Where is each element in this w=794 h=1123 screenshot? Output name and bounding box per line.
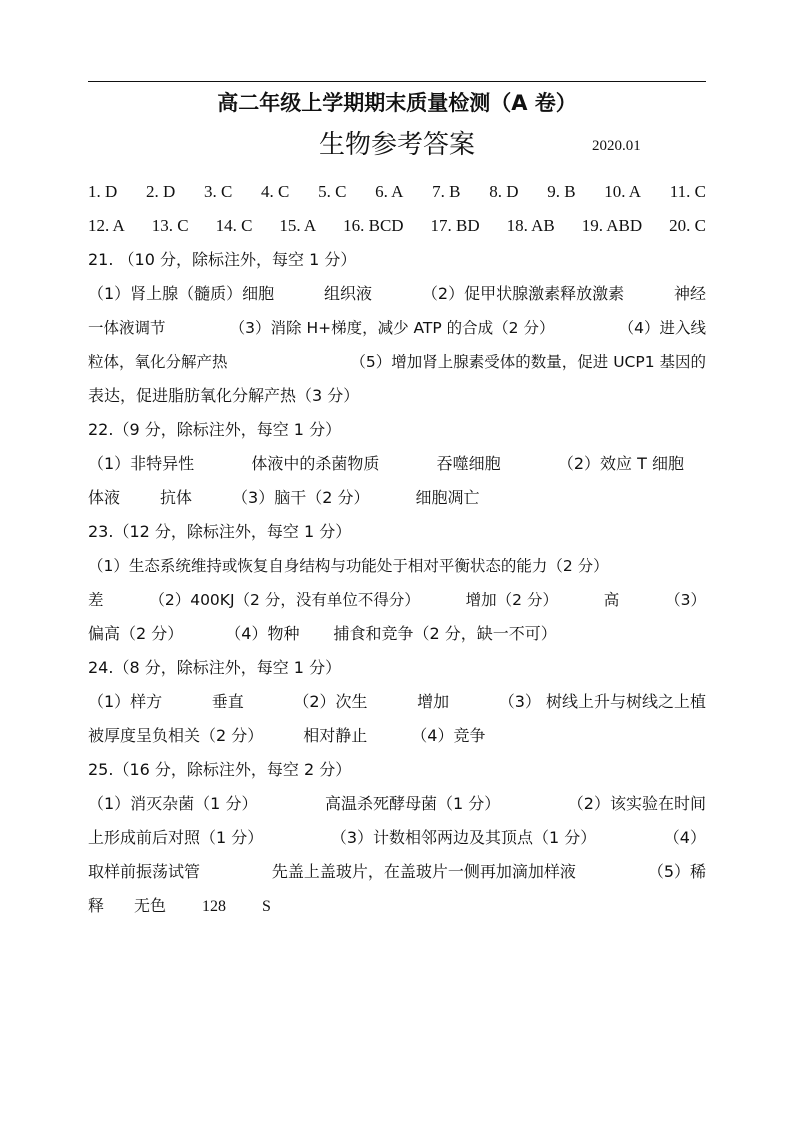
answer-text: 取样前振荡试管	[88, 862, 201, 881]
answer-text: 上形成前后对照（1 分）	[88, 828, 264, 847]
answer-text: 细胞凋亡	[415, 488, 480, 507]
answer-text: （1）非特异性	[88, 454, 195, 473]
q21-line	[88, 345, 706, 379]
answer-text: 128	[202, 898, 227, 915]
choice-answer: 4. C	[261, 182, 290, 201]
answer-text: （4）竞争	[411, 726, 486, 745]
q21-line	[88, 277, 706, 311]
choice-answer: 18. AB	[506, 216, 555, 235]
answer-text: 高	[603, 591, 620, 609]
answer-text: 体液	[88, 488, 121, 507]
answer-text: 先盖上盖玻片，在盖玻片一侧再加滴加样液	[271, 862, 576, 881]
choice-answer: 7. B	[432, 182, 461, 201]
choice-answer: 10. A	[604, 182, 642, 201]
choice-answer: 12. A	[88, 216, 125, 235]
choice-answers-row-2	[88, 209, 706, 243]
document-date: 2020.01	[592, 138, 641, 154]
answer-text: （1）样方	[88, 692, 163, 711]
answer-text: 增加	[417, 692, 450, 711]
choice-answer: 5. C	[318, 182, 347, 201]
answer-text: （3） 树线上升与树线之上植	[498, 692, 706, 711]
choice-answer: 8. D	[489, 182, 519, 201]
choice-answer: 1. D	[88, 182, 118, 201]
answer-text: 组织液	[324, 284, 373, 303]
answer-text: （1）肾上腺（髓质）细胞	[88, 284, 275, 303]
answer-text: （4）进入线	[618, 319, 706, 337]
answer-text: 垂直	[211, 692, 244, 711]
answer-text: （4）物种	[233, 624, 300, 643]
answer-body	[88, 175, 706, 923]
answer-text: （2）次生	[293, 692, 368, 711]
answer-text: （3）	[665, 591, 706, 609]
q25-line	[88, 787, 706, 821]
choice-answer: 6. A	[375, 182, 404, 201]
choice-answer: 11. C	[669, 182, 706, 201]
answer-text: 表达，促进脂肪氧化分解产热（3 分）	[88, 386, 360, 405]
q24-heading: 24.（8 分，除标注外，每空 1 分）	[88, 658, 342, 677]
q21-heading: 21. （10 分，除标注外，每空 1 分）	[88, 250, 357, 269]
answer-text: 相对静止	[303, 726, 368, 745]
answer-text: （4）	[663, 828, 706, 847]
q23-line	[88, 549, 706, 583]
choice-answer: 16. BCD	[343, 216, 404, 235]
answer-text: （5）稀	[647, 862, 706, 881]
choice-answer: 3. C	[203, 182, 233, 201]
answer-text: 吞噬细胞	[436, 454, 501, 473]
choice-answer: 9. B	[547, 182, 576, 201]
answer-text: （3）消除 H+梯度，减少 ATP 的合成（2 分）	[229, 319, 555, 337]
answer-text: （3）脑干（2 分）	[232, 488, 370, 507]
choice-answer: 17. BD	[430, 216, 480, 235]
q25-line	[88, 821, 706, 855]
answer-text: 被厚度呈负相关（2 分）	[88, 726, 264, 745]
q23-line	[88, 617, 706, 651]
answer-text: 差	[88, 591, 104, 609]
q25-line	[88, 889, 706, 923]
answer-text: （2）效应 T 细胞	[557, 454, 684, 473]
choice-answer: 2. D	[145, 182, 176, 201]
answer-text: 一体液调节	[88, 319, 166, 337]
q25-heading: 25.（16 分，除标注外，每空 2 分）	[88, 760, 352, 779]
answer-text: （3）计数相邻两边及其顶点（1 分）	[330, 828, 597, 847]
answer-text: （1）生态系统维持或恢复自身结构与功能处于相对平衡状态的能力（2 分）	[88, 557, 609, 575]
choice-answers-row-1	[88, 175, 706, 209]
answer-text: （2）促甲状腺激素释放激素	[421, 284, 625, 303]
answer-text: 偏高（2 分）	[88, 624, 184, 643]
document-title: 高二年级上学期期末质量检测（A 卷）	[217, 91, 577, 115]
q23-heading: 23.（12 分，除标注外，每空 1 分）	[88, 522, 352, 541]
q21-line	[88, 379, 706, 413]
answer-text: 增加（2 分）	[465, 591, 558, 609]
choice-answer: 13. C	[151, 216, 189, 235]
q24-line	[88, 685, 706, 719]
answer-text: （2）400KJ（2 分，没有单位不得分）	[149, 591, 420, 609]
answer-text: S	[262, 898, 271, 915]
choice-answer: 15. A	[279, 216, 317, 235]
q23-line	[88, 583, 706, 617]
q22-line	[88, 481, 706, 515]
document-subtitle: 生物参考答案	[318, 130, 475, 160]
header-rule	[88, 81, 706, 82]
answer-text: 抗体	[160, 488, 193, 507]
q22-heading: 22.（9 分，除标注外，每空 1 分）	[88, 420, 342, 439]
q24-line	[88, 719, 706, 753]
answer-text: （2）该实验在时间	[567, 794, 706, 813]
answer-text: 释	[88, 896, 105, 915]
q25-line	[88, 855, 706, 889]
answer-text: （5）增加肾上腺素受体的数量，促进 UCP1 基因的	[350, 353, 706, 371]
q22-line	[88, 447, 706, 481]
answer-text: 神经	[673, 284, 706, 303]
answer-sheet-page	[88, 0, 706, 1123]
answer-text: 体液中的杀菌物质	[251, 454, 380, 473]
answer-text: （1）消灭杂菌（1 分）	[88, 794, 258, 813]
answer-text: 高温杀死酵母菌（1 分）	[324, 794, 501, 813]
choice-answer: 19. ABD	[581, 216, 643, 235]
answer-text: 粒体，氧化分解产热	[88, 353, 228, 371]
choice-answer: 14. C	[215, 216, 253, 235]
q21-line	[88, 311, 706, 345]
answer-text: 捕食和竞争（2 分，缺一不可）	[333, 624, 557, 643]
choice-answer: 20. C	[669, 216, 706, 235]
answer-text: 无色	[134, 896, 167, 915]
